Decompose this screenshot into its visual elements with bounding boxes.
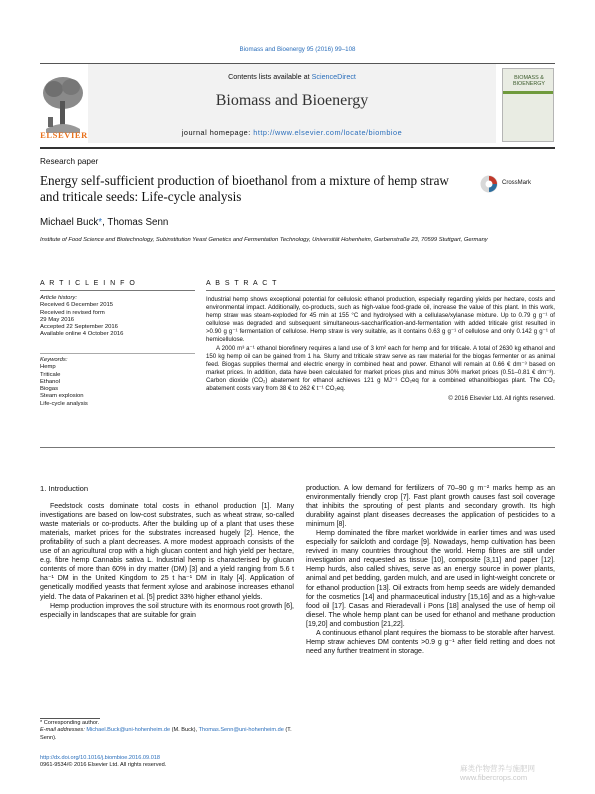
doi-link[interactable]: http://dx.doi.org/10.1016/j.biombioe.2016.09.018 (40, 755, 161, 761)
keyword-item: Hemp (40, 364, 56, 371)
keyword-item: Ethanol (40, 378, 60, 385)
email-link[interactable]: Thomas.Senn@uni-hohenheim.de (198, 727, 284, 734)
watermark-line: 麻类作物营养与施肥网 (460, 764, 535, 773)
contents-prefix: Contents lists available at (228, 72, 312, 81)
email-owner: (M. Buck), (170, 727, 199, 734)
body-paragraph: Feedstock costs dominate total costs in ethanol production [1]. Many investigations are based on low-cost substrates, such as wheat straw, so-called waste materials or co-products. After the building up of a plant that uses these materials, market prices for the substrates increased hugely [2]. Hence, the profitability of such a plant decreases. A more modest approach consists of the use of an agricultural crop with a high glucan content and high yield per hectare, e.g. fibre hemp Cannabis sativa L. Industrial hemp is characterised by glucan contents of more than 60% in dry matter (DM) [3] and a yield ranging from 5.6 t ha⁻¹ DM in the United Kingdom to 25 t ha⁻¹ DM in Italy [4]. Application of genetically modified yeasts that ferment xylose and arabinose increases ethanol yield. The data of Pakarinen et al. [5] predict 33% higher ethanol yields. (40, 503, 294, 601)
keyword-item: Steam explosion (40, 393, 84, 400)
cover-title: BIOMASS & BIOENERGY (512, 75, 546, 87)
history-item: Available online 4 October 2016 (40, 331, 124, 338)
author-separator: , (102, 217, 108, 228)
journal-title: Biomass and Bioenergy (215, 92, 369, 109)
author-affiliation: Institute of Food Science and Biotechnology, Subinstitution Yeast Genetics and Fermentation Technology, Universität Hohenheim, Garbenstraße 23, 70599 Stuttgart, Germany (40, 237, 488, 243)
footnote-rule (40, 718, 100, 719)
keywords (40, 357, 195, 408)
keyword-item: Triticale (40, 371, 61, 378)
abstract-heading: A B S T R A C T (206, 280, 278, 287)
history-item: Received 6 December 2015 (40, 302, 114, 309)
journal-reference[interactable]: Biomass and Bioenergy 95 (2016) 99–108 (239, 46, 356, 53)
crossmark-badge[interactable] (480, 175, 550, 195)
email-owner: (T. Senn). (40, 727, 292, 741)
corresponding-author-note: * Corresponding author. (40, 720, 100, 726)
history-item: Received in revised form (40, 309, 105, 316)
copyright-line: © 2016 Elsevier Ltd. All rights reserved. (448, 395, 555, 403)
crossmark-icon (480, 175, 498, 193)
history-label: Article history: (40, 295, 77, 301)
article-history (40, 295, 195, 339)
body-paragraph: Hemp production improves the soil structure with its enormous root growth [6], especially in landscapes that are suitable for grain (40, 602, 294, 619)
site-watermark (460, 764, 595, 782)
article-title: Energy self-sufficient production of bioethanol from a mixture of hemp straw and triticale seeds: Life-cycle analysis (40, 173, 449, 204)
keyword-item: Biogas (40, 386, 59, 393)
email-link[interactable]: Michael.Buck@uni-hohenheim.de (86, 727, 171, 734)
keyword-item: Life-cycle analysis (40, 400, 88, 407)
homepage-link[interactable]: http://www.elsevier.com/locate/biombioe (253, 128, 403, 137)
author-list (40, 217, 168, 228)
corresponding-marker[interactable]: * (98, 217, 103, 228)
history-item: 29 May 2016 (40, 316, 75, 323)
section-title: 1. Introduction (40, 484, 89, 493)
homepage-prefix: journal homepage: (181, 128, 254, 137)
abstract-body (206, 296, 555, 403)
author-name: Michael Buck (40, 217, 99, 228)
body-paragraph: Hemp dominated the fibre market worldwide in earlier times and was used especially for sailcloth and cordage [9]. Nowadays, hemp cultivation has been revived in many countries throughout the world. Hemp fibres are still under investigation and requested as tissue [10], composite [3,11] and paper [12]. Hemp hurds, also called shives, serve as an energy source in power plants, animal and pet bedding, garden mulch, and are used in light-weight concrete or for ethanol production [13]. Oil extracts from hemp seeds are widely demanded for the cosmetics [14] and pharmaceutical industry [15,16] and as a high-value food oil [17]. Casas and Rieradevall i Pons [18] analysed the use of hemp oil diesel. The whole hemp plant can be used for ethanol and methane production [19,20] and combustion [21,22]. (306, 530, 555, 628)
body-paragraph: A continuous ethanol plant requires the biomass to be storable after harvest. Hemp straw achieves DM contents >0.9 g g⁻¹ after field retting and does not need any further treatment in storage. (306, 629, 555, 655)
crossmark-label: CrossMark (502, 180, 532, 186)
journal-homepage (88, 128, 496, 137)
keywords-label: Keywords: (40, 357, 68, 363)
article-type: Research paper (40, 157, 99, 166)
rights-line: 0961-9534/© 2016 Elsevier Ltd. All rights reserved. (40, 762, 167, 769)
sciencedirect-link[interactable]: ScienceDirect (311, 72, 356, 81)
body-column-left (40, 484, 294, 620)
doi-block (40, 755, 340, 770)
abstract-bottom-rule (40, 447, 555, 448)
elsevier-wordmark: ELSEVIER (40, 130, 88, 140)
watermark-line: www.fibercrops.com (460, 773, 528, 782)
article-info-rule (40, 290, 195, 291)
journal-cover-thumbnail[interactable] (502, 68, 554, 142)
header-rule-bottom (40, 147, 555, 149)
contents-line (88, 72, 496, 81)
body-paragraph: production. A low demand for fertilizers of 70–90 g m⁻² marks hemp as an environmentally friendly crop [7]. Fast plant growth causes fast soil coverage that inhibits the sprouting of pest plants and secondary growth. Its high durability against plant diseases decreases the application of pesticides to a minimum [8]. (306, 485, 555, 529)
email-label: E-mail addresses: (40, 727, 87, 734)
abstract-rule (206, 290, 555, 291)
email-note (40, 727, 294, 742)
history-item: Accepted 22 September 2016 (40, 324, 118, 331)
abstract-paragraph: Industrial hemp shows exceptional potential for cellulosic ethanol production, especially regarding yields per hectare, costs and environmental impact. Additionally, co-products, such as high-value food-grade oil, increase the value of this plant. In this work, hemp straw was steam-exploded for 45 min at 155 °C and hydrolysed with a cellulase/xylanase mixture. Up to 0.79 g g⁻¹ of cellulose was degraded and subsequent simultaneous-saccharification-and-fermentation with added triticale grist resulted in >0.90 g g⁻¹ fermentation of cellulose. Hemp straw is very suitable, as it contains 0.63 g g⁻¹ of cellulose and only 0.142 g g⁻¹ of hemicellulose. (206, 296, 555, 344)
cover-band (503, 91, 553, 94)
article-info-heading: A R T I C L E I N F O (40, 280, 137, 287)
body-column-right (306, 484, 555, 656)
footnotes (40, 720, 294, 742)
author-name: Thomas Senn (107, 217, 169, 228)
abstract-paragraph: A 2000 m³ a⁻¹ ethanol biorefinery requires a land use of 3 km² each for hemp and for triticale. A total of 2630 kg ethanol and 150 kg hemp oil can be gained from 1 ha. Slurry and triticale straw serve as raw material for the biogas fermenter or as animal feed. Biogas supplies thermal and electric energy in combined heat and power. Ethanol will remain at 0.66 € dm⁻³ based on market prices. In addition, data have been calculated for market prices plus and minus 30% market prices (0.51–0.81 € dm⁻³). Carbon dioxide (CO₂) abatement for ethanol achieves 121 g MJ⁻¹ CO₂eq for a combined ethanol/biogas plant. The CO₂ abatement costs vary from 38 € to 262 € t⁻¹ CO₂eq. (206, 344, 555, 393)
history-divider (40, 353, 195, 354)
